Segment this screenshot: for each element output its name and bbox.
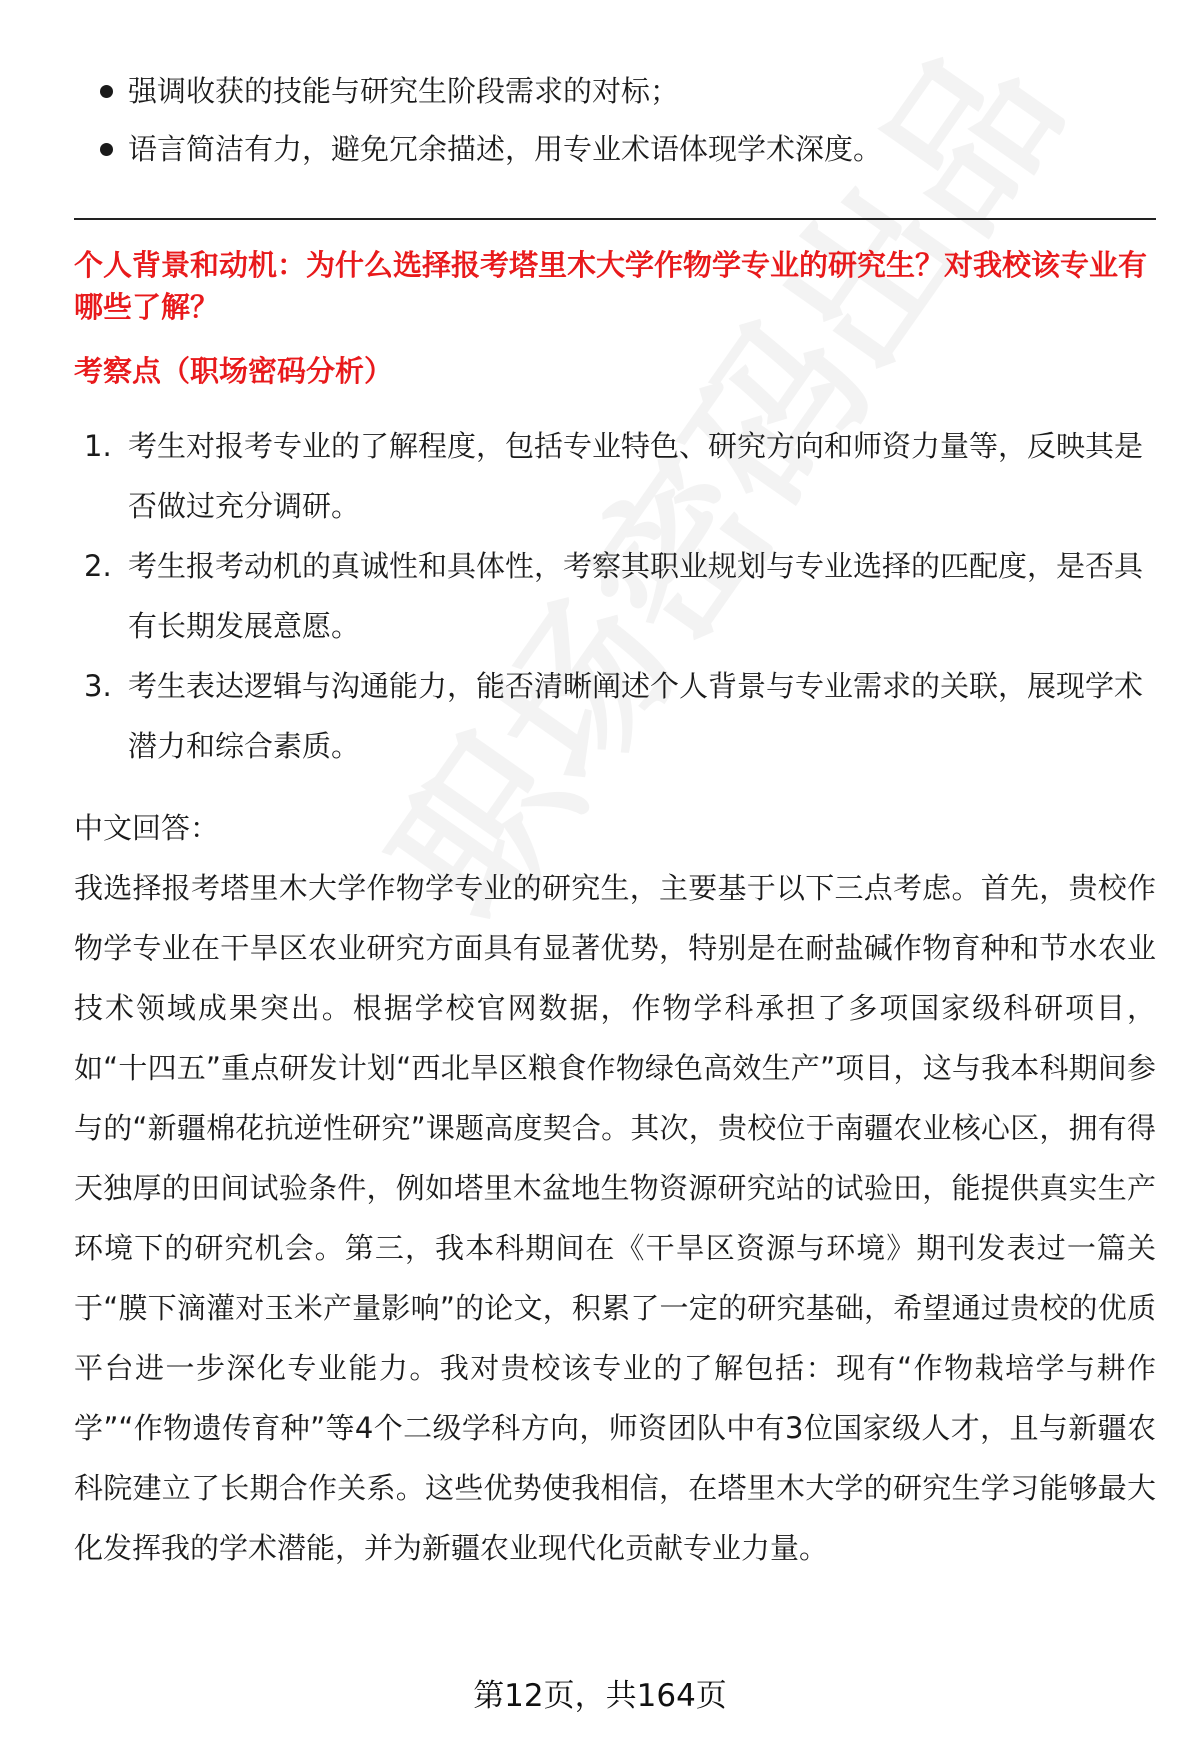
item-text: 考生表达逻辑与沟通能力，能否清晰阐述个人背景与专业需求的关联，展现学术潜力和综合素质。 <box>128 669 1144 763</box>
item-number: 3. <box>84 669 112 703</box>
page-number: 第12页，共164页 <box>473 1678 727 1714</box>
assessment-points <box>74 416 1156 776</box>
item-number: 1. <box>84 429 112 463</box>
list-item <box>74 120 1156 178</box>
bullet-dot-icon <box>100 143 113 156</box>
answer-label: 中文回答： <box>74 811 220 845</box>
bullet-list <box>74 62 1156 178</box>
list-item <box>74 656 1156 776</box>
list-item <box>74 536 1156 656</box>
item-text: 考生对报考专业的了解程度，包括专业特色、研究方向和师资力量等，反映其是否做过充分调研。 <box>128 429 1144 523</box>
item-number: 2. <box>84 549 112 583</box>
answer-body: 我选择报考塔里木大学作物学专业的研究生，主要基于以下三点考虑。首先，贵校作物学专业在干旱区农业研究方面具有显著优势，特别是在耐盐碱作物育种和节水农业技术领域成果突出。根据学校官网数据，作物学科承担了多项国家级科研项目，如“十四五”重点研发计划“西北旱区粮食作物绿色高效生产”项目，这与我本科期间参与的“新疆棉花抗逆性研究”课题高度契合。其次，贵校位于南疆农业核心区，拥有得天独厚的田间试验条件，例如塔里木盆地生物资源研究站的试验田，能提供真实生产环境下的研究机会。第三，我本科期间在《干旱区资源与环境》期刊发表过一篇关于“膜下滴灌对玉米产量影响”的论文，积累了一定的研究基础，希望通过贵校的优质平台进一步深化专业能力。我对贵校该专业的了解包括：现有“作物栽培学与耕作学”“作物遗传育种”等4个二级学科方向，师资团队中有3位国家级人才，且与新疆农科院建立了长期合作关系。这些优势使我相信，在塔里木大学的研究生学习能够最大化发挥我的学术潜能，并为新疆农业现代化贡献专业力量。 <box>74 871 1156 1565</box>
document-page <box>74 62 1156 1578</box>
section-title: 考察点（职场密码分析） <box>74 354 394 388</box>
list-item <box>74 62 1156 120</box>
bullet-text: 强调收获的技能与研究生阶段需求的对标； <box>128 74 680 108</box>
section-divider <box>74 218 1156 220</box>
question-heading: 个人背景和动机：为什么选择报考塔里木大学作物学专业的研究生？对我校该专业有哪些了解？ <box>74 248 1148 324</box>
bullet-text: 语言简洁有力，避免冗余描述，用专业术语体现学术深度。 <box>128 132 883 166</box>
item-text: 考生报考动机的真诚性和具体性，考察其职业规划与专业选择的匹配度，是否具有长期发展意愿。 <box>128 549 1144 643</box>
bullet-dot-icon <box>100 85 113 98</box>
list-item <box>74 416 1156 536</box>
